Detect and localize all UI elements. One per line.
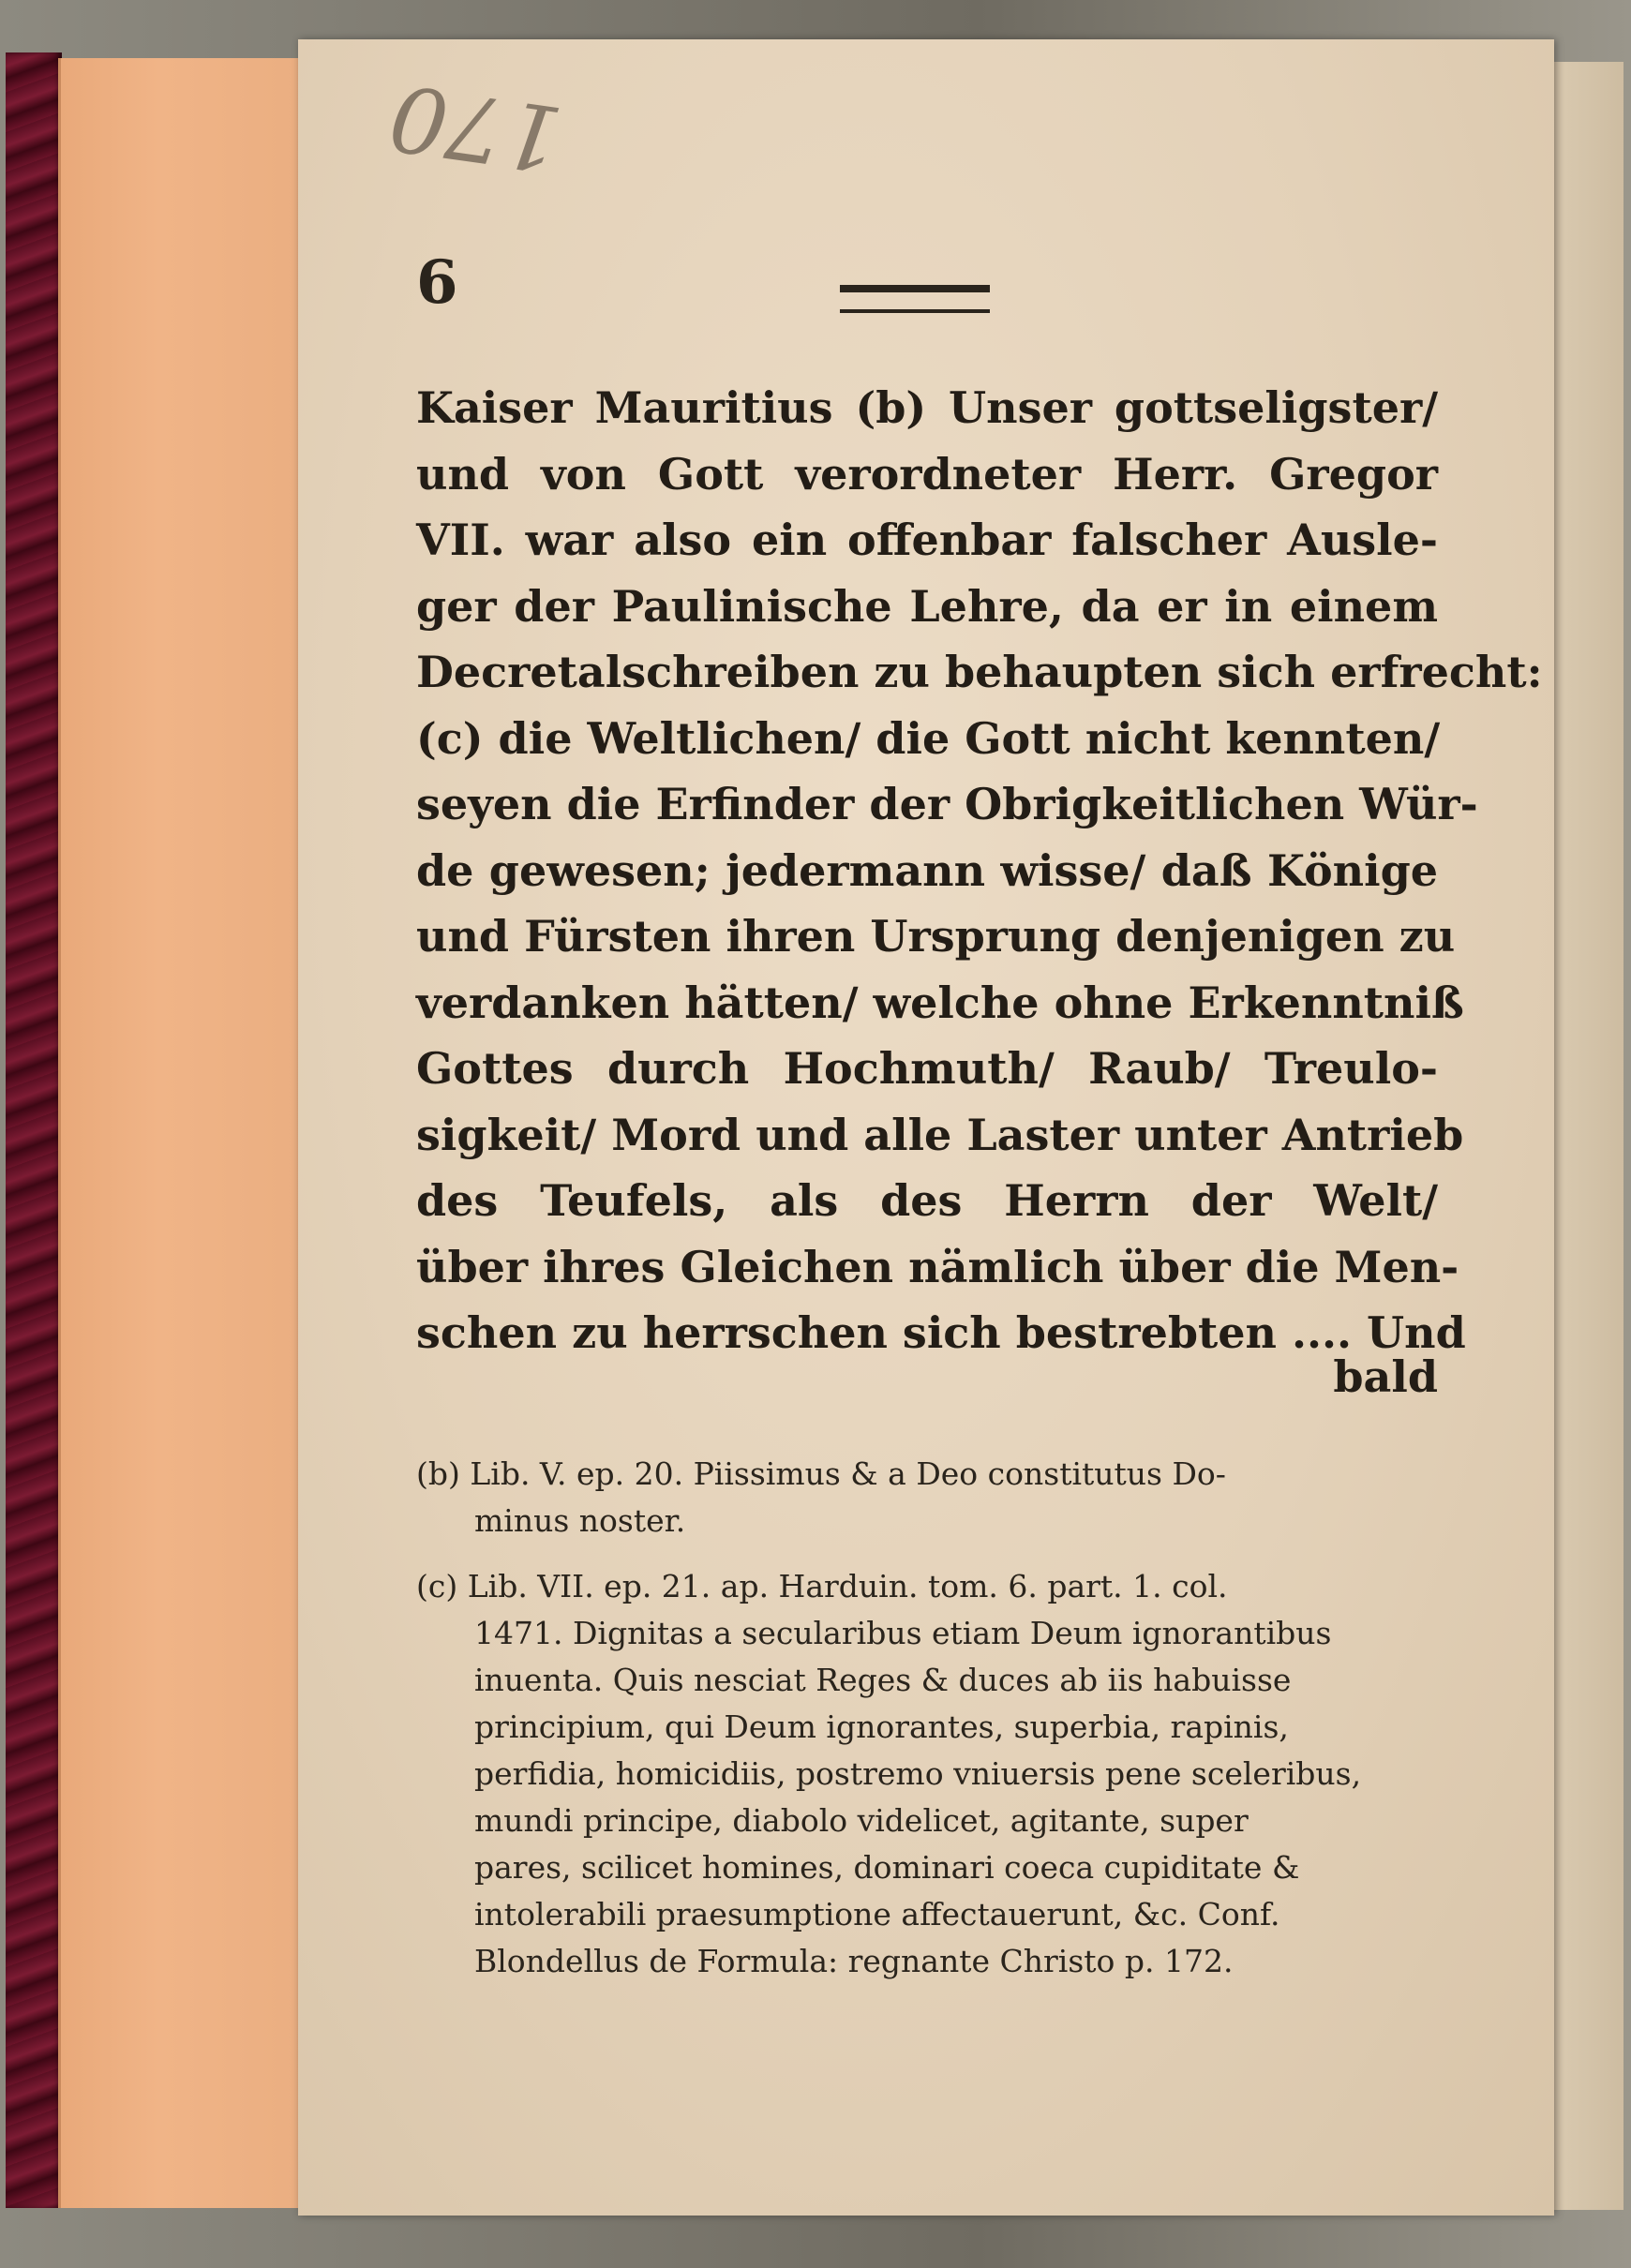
footnotes	[416, 1451, 1447, 2004]
text-line: des Teufels, als des Herrn der Welt/	[416, 1175, 1438, 1226]
catchword: bald	[1333, 1351, 1438, 1402]
text-line: seyen die Erfinder der Obrigkeitlichen Wür-	[416, 779, 1478, 829]
text-line: und von Gott verordneter Herr. Gregor	[416, 448, 1438, 500]
text-line: Kaiser Mauritius (b) Unser gottseligster/	[416, 382, 1438, 433]
text-line: de gewesen; jedermann wisse/ daß Könige	[416, 844, 1438, 896]
footnote-line: (b) Lib. V. ep. 20. Piissimus & a Deo constitutus Do-	[416, 1455, 1226, 1492]
footnote-line: principium, qui Deum ignorantes, superbia, rapinis,	[474, 1708, 1289, 1745]
footnote-line: minus noster.	[474, 1502, 686, 1539]
text-line: über ihres Gleichen nämlich über die Men-	[416, 1241, 1459, 1292]
footnote-line: pares, scilicet homines, dominari coeca cupiditate &	[474, 1849, 1300, 1886]
footnote-c	[416, 1563, 1447, 1985]
text-line: (c) die Weltlichen/ die Gott nicht kennten/	[416, 712, 1441, 764]
footnote-line: (c) Lib. VII. ep. 21. ap. Harduin. tom. 6. part. 1. col.	[416, 1568, 1228, 1604]
footnote-line: 1471. Dignitas a secularibus etiam Deum ignorantibus	[474, 1615, 1332, 1651]
footnote-line: Blondellus de Formula: regnante Christo p. 172.	[474, 1943, 1234, 1979]
endpaper	[58, 58, 307, 2208]
footnote-b	[416, 1451, 1447, 1544]
main-text-block	[416, 375, 1543, 1366]
handwritten-folio-number: 170	[383, 63, 569, 192]
book-page	[298, 39, 1554, 2216]
text-line: Decretalschreiben zu behaupten sich erfrecht:	[416, 647, 1543, 697]
book-cover-spine	[6, 52, 62, 2208]
page-number: 6	[416, 247, 458, 318]
text-line: verdanken hätten/ welche ohne Erkenntniß	[416, 977, 1464, 1028]
footnote-line: mundi principe, diabolo videlicet, agitante, super	[474, 1802, 1249, 1839]
text-line: ger der Paulinische Lehre, da er in einem	[416, 580, 1438, 632]
footnote-line: perfidia, homicidiis, postremo vniuersis pene sceleribus,	[474, 1755, 1362, 1792]
text-line: sigkeit/ Mord und alle Laster unter Antrieb	[416, 1109, 1464, 1160]
header-double-rule	[840, 285, 990, 313]
text-line: Gottes durch Hochmuth/ Raub/ Treulo-	[416, 1043, 1438, 1094]
footnote-line: intolerabili praesumptione affectauerunt, &c. Conf.	[474, 1896, 1280, 1932]
text-line: und Fürsten ihren Ursprung denjenigen zu	[416, 911, 1456, 962]
footnote-line: inuenta. Quis nesciat Reges & duces ab iis habuisse	[474, 1662, 1292, 1698]
text-line: VII. war also ein offenbar falscher Ausle-	[416, 515, 1438, 565]
text-line: schen zu herrschen sich bestrebten .... Und	[416, 1307, 1466, 1358]
